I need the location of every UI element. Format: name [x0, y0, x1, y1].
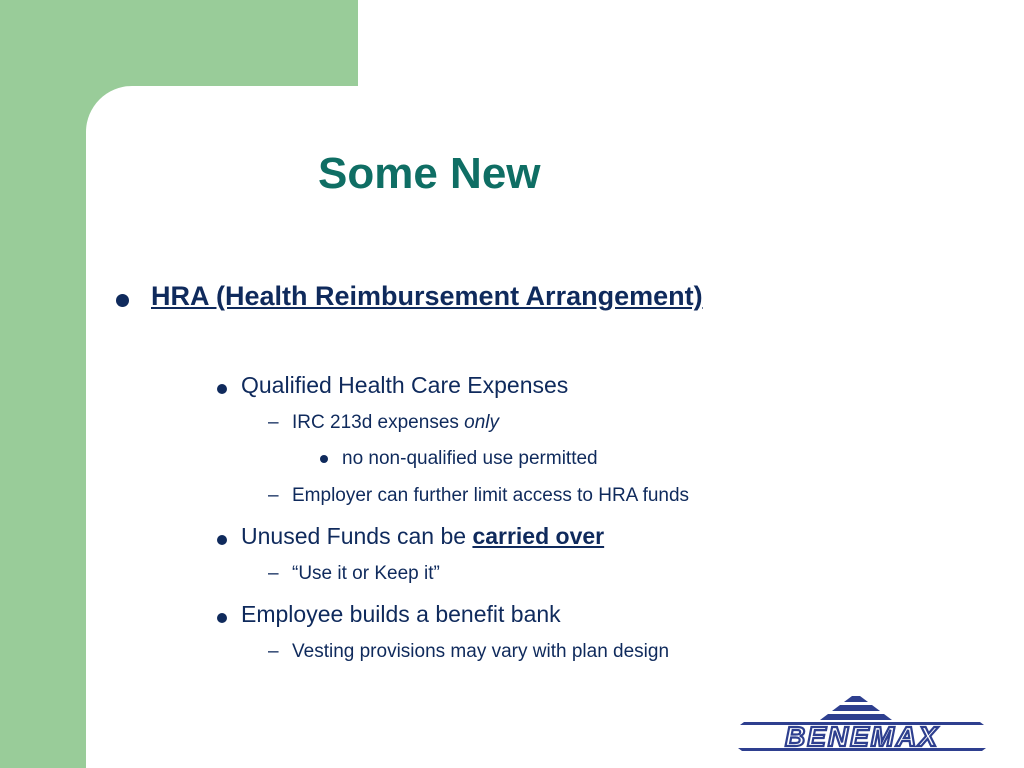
bullet-level4 — [320, 448, 598, 470]
bullet-carried-over: carried over — [472, 523, 605, 549]
dash-icon: – — [268, 485, 279, 506]
bullet-employer-limit: Employer can further limit access to HRA funds — [292, 485, 690, 506]
bullet-qualified-expenses: Qualified Health Care Expenses — [241, 372, 569, 398]
bullet-unused-funds: Unused Funds can be — [241, 523, 473, 549]
bullet-level2 — [217, 523, 604, 549]
bullet-hra: HRA (Health Reimbursement Arrangement) — [151, 281, 703, 311]
slide-top-white-area — [358, 0, 1024, 86]
bullet-dot-icon — [217, 535, 227, 545]
bullet-level1 — [116, 281, 703, 312]
bullet-level3 — [268, 485, 689, 507]
bullet-level2 — [217, 372, 568, 398]
slide-content-panel — [86, 86, 1024, 768]
bullet-no-nonqualified: no non-qualified use permitted — [342, 448, 598, 469]
bullet-irc-text: IRC 213d expenses — [292, 412, 465, 433]
bullet-dot-icon — [320, 455, 328, 463]
dash-icon: – — [268, 412, 279, 433]
logo-text: BENEMAX — [784, 721, 940, 752]
bullet-level3 — [268, 412, 499, 434]
dash-icon: – — [268, 641, 279, 662]
bullet-level3 — [268, 563, 440, 585]
bullet-dot-icon — [217, 384, 227, 394]
bullet-benefit-bank: Employee builds a benefit bank — [241, 601, 561, 627]
bullet-dot-icon — [217, 613, 227, 623]
bullet-irc-only: only — [464, 412, 500, 433]
benemax-logo — [734, 694, 990, 754]
slide-title: Some New — [318, 149, 541, 198]
bullet-level3 — [268, 641, 669, 663]
dash-icon: – — [268, 563, 279, 584]
bullet-level2 — [217, 601, 561, 627]
bullet-vesting: Vesting provisions may vary with plan design — [292, 641, 670, 662]
bullet-use-it-or-keep-it: “Use it or Keep it” — [292, 563, 440, 584]
bullet-dot-icon — [116, 294, 129, 307]
